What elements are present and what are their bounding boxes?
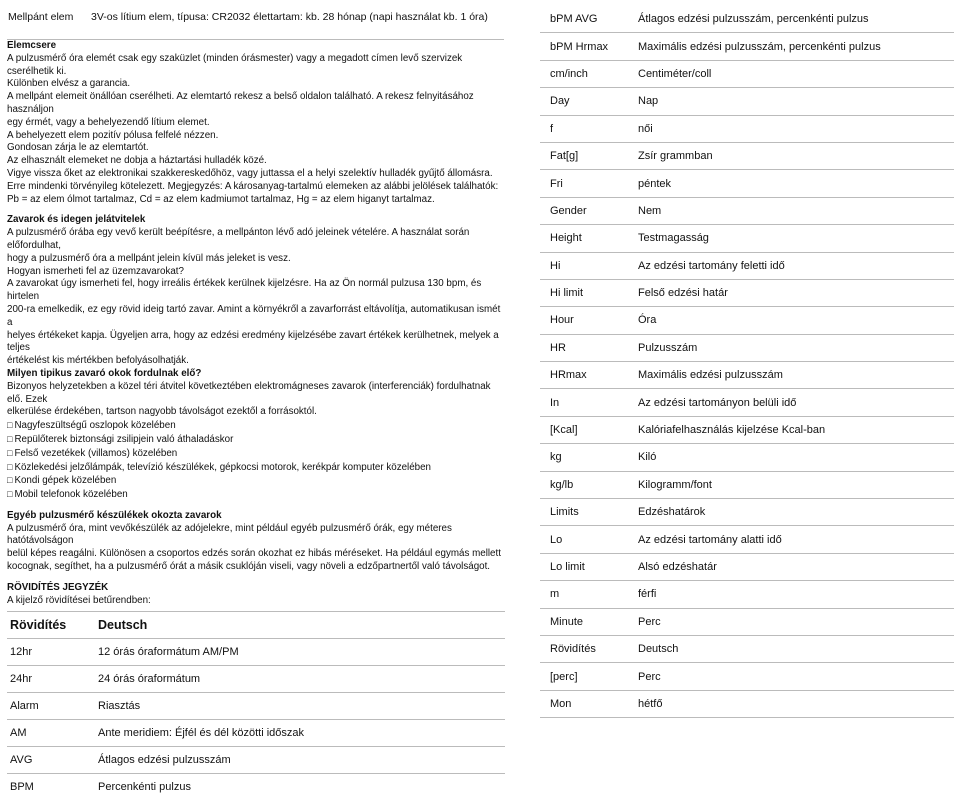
list-item-label: Felső vezetékek (villamos) közelében [14, 447, 178, 459]
bullet-icon: □ [7, 475, 13, 486]
abbreviation-cell: bPM Hrmax [540, 33, 638, 60]
text-line: Vigye vissza őket az elektronikai szakkereskedőhöz, vagy juttassa el a helyi szelektív hulladék gyűjtő állomásra. [7, 167, 493, 179]
table-row [540, 307, 954, 334]
meaning-cell: Alsó edzéshatár [638, 553, 954, 580]
text-line: A pulzusmérő órába egy vevő került beépítésre, a mellpánton lévő adó jeleinek vételére. A használat során előfordulhat, [7, 227, 470, 251]
meaning-cell: Zsír grammban [638, 142, 954, 169]
list-item-label: Repülőterek biztonsági zsilipjein való áthaladáskor [14, 433, 234, 445]
interference-title: Zavarok és idegen jelátvitelek [7, 214, 146, 226]
list-item [7, 474, 507, 488]
abbreviation-cell: In [540, 389, 638, 416]
table-row [7, 720, 505, 747]
abbreviation-cell: cm/inch [540, 60, 638, 87]
abbreviation-cell: Hi limit [540, 279, 638, 306]
abbreviation-cell: Gender [540, 197, 638, 224]
abbreviation-cell: [perc] [540, 663, 638, 690]
meaning-cell: Maximális edzési pulzusszám, percenkénti pulzus [638, 33, 954, 60]
left-column [7, 7, 507, 800]
text-line: 200-ra emelkedik, ez egy rövid ideig tartó zavar. Amint a környékről a zavarforrást eltávolítja, automatikusan ismét a [7, 303, 501, 328]
abbreviation-cell: [Kcal] [540, 416, 638, 443]
abbreviation-cell: Height [540, 225, 638, 252]
abbreviation-cell: 12hr [7, 639, 98, 666]
abbreviation-cell: Limits [540, 499, 638, 526]
text-line: Erre mindenki törvényileg kötelezett. Megjegyzés: A károsanyag-tartalmú elemeken az alábbi jelölések találhatók: [7, 180, 499, 192]
text-line: Különben elvész a garancia. [7, 78, 131, 90]
table-row [540, 362, 954, 389]
column-header: Deutsch [98, 612, 505, 639]
bullet-icon: □ [7, 433, 13, 444]
meaning-cell: Perc [638, 663, 954, 690]
battery-text [7, 53, 507, 207]
battery-title: Elemcsere [7, 40, 57, 51]
list-item-label: Mobil telefonok közelében [14, 489, 128, 501]
meaning-cell: Óra [638, 307, 954, 334]
meaning-cell: Edzéshatárok [638, 499, 954, 526]
abbreviation-cell: kg/lb [540, 471, 638, 498]
meaning-cell: Felső edzési határ [638, 279, 954, 306]
other-devices-section [7, 510, 507, 574]
abbreviations-title: RÖVIDÍTÉS JEGYZÉK [7, 581, 109, 593]
abbreviation-cell: Rövidítés [540, 635, 638, 662]
text-line: Pb = az elem ólmot tartalmaz, Cd = az elem kadmiumot tartalmaz, Hg = az elem higanyt tartalmaz. [7, 193, 435, 205]
abbreviations-section [7, 582, 507, 800]
text-line: A pulzusmérő óra, mint vevőkészülék az adójelekre, mint például egyéb pulzusmérő órák, egy méteres hatótávolságon [7, 522, 452, 547]
table-row [540, 197, 954, 224]
table-row [540, 635, 954, 662]
abbreviation-cell: 24hr [7, 666, 98, 693]
meaning-cell: Átlagos edzési pulzusszám [98, 747, 505, 774]
abbreviation-cell: kg [540, 444, 638, 471]
meaning-cell: Kiló [638, 444, 954, 471]
table-row [540, 6, 954, 33]
table-row [7, 666, 505, 693]
bullet-icon: □ [7, 461, 13, 472]
table-row [540, 115, 954, 142]
table-row [540, 389, 954, 416]
other-devices-title: Egyéb pulzusmérő készülékek okozta zavarok [7, 509, 222, 521]
meaning-cell: Az edzési tartomány alatti idő [638, 526, 954, 553]
meaning-cell: hétfő [638, 690, 954, 717]
list-item [7, 447, 507, 461]
meaning-cell: Kalóriafelhasználás kijelzése Kcal-ban [638, 416, 954, 443]
bullet-icon: □ [7, 447, 13, 458]
text-line: Bizonyos helyzetekben a közel téri átvitel következtében elektromágneses zavarok (interferenciák) fordulhatnak elő. Ezek [7, 380, 491, 405]
meaning-cell: Percenkénti pulzus [98, 774, 505, 800]
abbreviation-cell: Fri [540, 170, 638, 197]
table-row [540, 142, 954, 169]
text-line: A zavarokat úgy ismerheti fel, hogy irreális értékek kerülnek kijelzésre. Ha az Ön normál pulzusa 130 bpm, és hirtelen [7, 278, 482, 303]
abbreviation-cell: Fat[g] [540, 142, 638, 169]
abbreviation-cell: Lo limit [540, 553, 638, 580]
abbreviation-cell: m [540, 581, 638, 608]
abbreviations-intro: A kijelző rövidítései betűrendben: [7, 594, 151, 606]
meaning-cell: péntek [638, 170, 954, 197]
battery-spec-label: Mellpánt elem [8, 11, 74, 23]
table-row [7, 639, 505, 666]
abbreviation-cell: Hi [540, 252, 638, 279]
meaning-cell: Nem [638, 197, 954, 224]
meaning-cell: Kilogramm/font [638, 471, 954, 498]
meaning-cell: Centiméter/coll [638, 60, 954, 87]
table-row [7, 774, 505, 800]
meaning-cell: Átlagos edzési pulzusszám, percenkénti pulzus [638, 6, 954, 33]
meaning-cell: Testmagasság [638, 225, 954, 252]
meaning-cell: 12 órás óraformátum AM/PM [98, 639, 505, 666]
list-item [7, 461, 507, 475]
abbreviation-cell: f [540, 115, 638, 142]
table-row [540, 252, 954, 279]
text-line: Az elhasznált elemeket ne dobja a háztartási hulladék közé. [7, 155, 267, 167]
abbreviation-cell: BPM [7, 774, 98, 800]
right-column [540, 6, 952, 718]
list-item-label: Közlekedési jelzőlámpák, televízió készülékek, gépkocsi motorok, kerékpár komputer közelében [14, 461, 432, 473]
list-item-label: Nagyfeszültségű oszlopok közelében [14, 420, 176, 432]
interference-section [7, 214, 507, 502]
text-line: kocognak, segíthet, ha a pulzusmérő órát a másik csuklóján viseli, vagy növeli a edzőpartnertől való távolságot. [7, 561, 491, 573]
meaning-cell: Az edzési tartományon belüli idő [638, 389, 954, 416]
text-line: A pulzusmérő óra elemét csak egy szaküzlet (minden órásmester) vagy a megadott címen levő szervizek cserélhetik ki. [7, 52, 463, 77]
table-row [540, 471, 954, 498]
abbreviation-cell: HRmax [540, 362, 638, 389]
interference-text [7, 227, 507, 368]
table-row [540, 334, 954, 361]
table-row [540, 444, 954, 471]
table-row [540, 526, 954, 553]
table-row [540, 279, 954, 306]
text-line: helyes értékeket kapja. Ügyeljen arra, hogy az edzési eredmény kijelzésébe zavart értékek kerülhetnek, melyek a teljes [7, 329, 499, 354]
abbreviations-header-row [7, 612, 505, 639]
text-line: értékelést kis mértékben befolyásolhatják. [7, 355, 189, 367]
table-row [540, 170, 954, 197]
text-line: Hogyan ismerheti fel az üzemzavarokat? [7, 265, 184, 277]
meaning-cell: 24 órás óraformátum [98, 666, 505, 693]
meaning-cell: férfi [638, 581, 954, 608]
abbreviation-cell: Day [540, 88, 638, 115]
meaning-cell: Perc [638, 608, 954, 635]
meaning-cell: Az edzési tartomány feletti idő [638, 252, 954, 279]
bullet-icon: □ [7, 489, 13, 500]
interference-question: Milyen tipikus zavaró okok fordulnak elő? [7, 367, 202, 379]
abbreviation-cell: bPM AVG [540, 6, 638, 33]
text-line: egy érmét, vagy a behelyezendő lítium elemet. [7, 116, 210, 128]
table-row [7, 693, 505, 720]
list-item [7, 433, 507, 447]
table-row [540, 608, 954, 635]
table-row [540, 88, 954, 115]
abbreviation-cell: Lo [540, 526, 638, 553]
table-row [540, 499, 954, 526]
abbreviations-table [7, 611, 505, 800]
meaning-cell: Pulzusszám [638, 334, 954, 361]
table-row [540, 33, 954, 60]
abbreviation-cell: HR [540, 334, 638, 361]
meaning-cell: Nap [638, 88, 954, 115]
abbreviation-cell: Alarm [7, 693, 98, 720]
table-row [540, 581, 954, 608]
text-line: Gondosan zárja le az elemtartót. [7, 142, 149, 154]
other-devices-text [7, 523, 507, 574]
meaning-cell: Deutsch [638, 635, 954, 662]
text-line: A behelyezett elem pozitív pólusa felfelé nézzen. [7, 129, 219, 141]
glossary-table [540, 6, 954, 718]
meaning-cell: Maximális edzési pulzusszám [638, 362, 954, 389]
text-line: hogy a pulzusmérő óra a mellpánt jelein kívül más jeleket is vesz. [7, 252, 291, 264]
battery-section [7, 40, 507, 206]
table-row [540, 225, 954, 252]
battery-spec-row [7, 7, 504, 40]
table-row [540, 553, 954, 580]
table-row [7, 747, 505, 774]
list-item [7, 488, 507, 502]
table-row [540, 416, 954, 443]
list-item [7, 419, 507, 433]
abbreviation-cell: AVG [7, 747, 98, 774]
meaning-cell: Ante meridiem: Éjfél és dél közötti időszak [98, 720, 505, 747]
text-line: belül képes reagálni. Különösen a csoportos edzés során okozhat ez hibás méréseket. Ha például egymás mellett [7, 548, 501, 560]
text-line: A mellpánt elemeit önállóan cserélheti. Az elemtartó rekesz a belső oldalon található. A rekesz felnyitásához használjon [7, 91, 474, 115]
bullet-icon: □ [7, 420, 13, 431]
abbreviation-cell: Mon [540, 690, 638, 717]
interference-text-2 [7, 381, 507, 419]
abbreviation-cell: Minute [540, 608, 638, 635]
abbreviation-cell: Hour [540, 307, 638, 334]
table-row [540, 663, 954, 690]
interference-bullet-list [7, 419, 507, 502]
table-row [540, 60, 954, 87]
table-row [540, 690, 954, 717]
abbreviation-cell: AM [7, 720, 98, 747]
list-item-label: Kondi gépek közelében [14, 475, 117, 487]
column-header: Rövidítés [7, 612, 98, 639]
text-line: elkerülése érdekében, tartson nagyobb távolságot ezektől a forrásoktól. [7, 406, 317, 418]
meaning-cell: női [638, 115, 954, 142]
battery-spec-value: 3V-os lítium elem, típusa: CR2032 élettartam: kb. 28 hónap (napi használat kb. 1 óra) [91, 11, 488, 23]
meaning-cell: Riasztás [98, 693, 505, 720]
